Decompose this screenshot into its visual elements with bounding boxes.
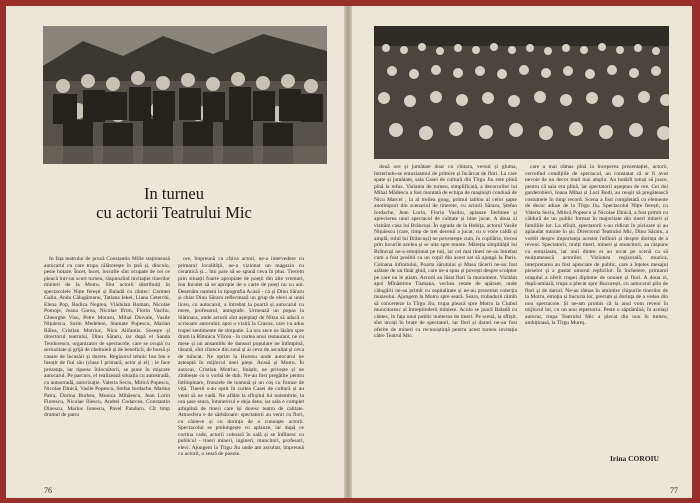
audience-photo: [374, 26, 669, 159]
left-page: [6, 6, 344, 498]
article-title: [44, 184, 304, 222]
paragraph: ore, împreună cu cîțiva actori, ne-a intervedere cu primarul localității, ne-a vizionat un magazin cu ceramică și... îmi pare să se spună ceva în plus. Trecem prin situații foarte apropiate de poeții din alte vremuri, Ion Inculet să se apropie de o carte de poeți nu cu ani. Desenăm oameni la tipografia Acasă - ca și Dinu Săraru și chiar Dinu Săraru reflectează un grup de elevi ai unui liceu, cu autocarul, a întrebat la poartă și autocarul cu mere, profesorul, autografe. Urmează un popas la Slătioara, unde actorii sînt așteptați de Nitzu să aducă o scrisoare autorului; apoi o vizită la Crasna, care i-a adus trupei sentimente de simpatie. La ora zece ne lăsăm spre drum la Rîmnicu Vîlcea - în curtea unui restaurant, ne cu mese și un ansamblu de dansuri populare ne întîmpină, răsună, sînt cîntece din zonă și ai ceva de ascultat și ceva de mîncat. Ne oprim la Horezu unde autocarul ne așteaptă în mijlocul unei piețe. Acasă și Motru. În autocar, Cristian Motriuc, liniștit, ne privește și ne zîmbește cu o vorbă de duh. Ne-au fost pregătite pentru întîmpinare, frunzele de toamnă și un coș cu frunze de viță. Tinerii s-au oprit în curtea Casei de cultură și au venit să ne vadă. Ne aflăm la sfîrșitul lui noiembrie, la ora șase seara, întunericul e deja dens, iar sala e complet arhiplină de tineri care își doresc teatru de calitate. Atmosfera e de sărbătoare: spectatorii au venit cu flori, cu cântece și cu dorința de a cunoaște actorii. Spectacolul se prelungește cu aplauze, iar după ce cortina cade, actorii coboară în sală și se întîlnesc cu publicul - tineri mineri, ingineri, muncitori, profesori, elevi. Ajungem la Tîrgu Jiu unde am ascultat, împreună cu actorii, o seară de poezie.: [178, 256, 304, 457]
right-page-number: 77: [670, 486, 678, 495]
author-signature: Irina COROIU: [610, 454, 659, 463]
right-body-column-1: [374, 164, 517, 462]
left-body-column-1: [44, 256, 170, 468]
left-body-column-2: [178, 256, 304, 468]
crowd-group-photo: [43, 26, 327, 164]
right-body-column-2: [525, 164, 668, 450]
right-page: [352, 6, 692, 498]
paragraph: care a mai rămas pînă la începerea prezentației, actorii, cercetînd condițiile de spectacol, au constatat că ar fi avut nevoie de un decor mult mai amplu. Au hotărît totuși să joace, pentru că sala era plină, iar spectatorii așteptau de ore. Cei doi garderobieri, Ioana Mihai și Luci Bodi, au reușit să pregătească costumele în timp record. Scena a fost completată cu elemente de decor aduse de la Tîrgu Jiu. Spectacolul Nițte ferești, cu Valeria Seciu, Mitică Popescu și Nicolae Dinică, a fost primit cu căldură de un public format în majoritate din tineri mineri și familiile lor. La sfîrșit, spectatorii s-au ridicat în picioare și au aplaudat minute în șir. Directorul Teatrului Mic, Dinu Săraru, a vorbit despre importanța acestor întîlniri și despre dorința de a reveni. Spectatorii, mulți tineri, mineri și muncitori, au răspuns cu entuziasm, iar unii dintre ei au urcat pe scenă ca să mulțumească actorilor. Viziunea regizorală, muzica, interpretarea au fost apreciate de public, care a înțeles mesajul pieselor și a gustat umorul replicilor. În încheiere, primarul orașului a oferit trupei diplome de onoare și flori. A doua zi, după-amiază, trupa a plecat spre București, cu autocarul plin de flori și de daruri. Ne-au rămas în amintire chipurile tinerilor de la Motru, emoția și bucuria lor, precum și dorința de a vedea din nou spectacole. Și ne-am promis că la anul vom reveni în mijlocul lor, cu un nou repertoriu. Peste o săptămînă, în același autocar, trupa Teatrului Mic a plecat din nou în turneu, ambițioasă, la Tîrgu Mureș.: [525, 164, 668, 326]
left-page-number: 76: [44, 486, 52, 495]
paragraph: două ore și jumătate doar cu chitara, versul și gluma, întrerindu-se entuziasmul de primire și încărcat de flori. La care spate și jumătate, sala Casei de cultură din Tîrgu Jiu este plină pînă la refuz. Varianta de turneu, simplificată, a decorurilor lui Mihai Mădescu a fost montată de echipa de mașiniști condusă de Nicu Marcel ; la al treilea gong, primul tablou al celor șapte anotimpuri din scenariul de tinerete, cu actorii Săraru, Ștefan Iordache, Jean Lorin, Florin Vasiliu, aplauze fierbinte și aprecierea unui spectacol de calitate și bine jucat. A doua zi vizităm casa lui Brâncuși. În ograda de la Hobița, actorul Vasile Nițulescu (care, timp de trei decenii a jucat, cu o voce caldă și amplă, rolul lui Brâncuși) ne povestește cum, în copilărie, trecea prin locurile acelea și se uita spre munte. Măreția simplității lui Brâncuși ne-a emoționat pe toți, iar cei mai tineri ne-au întrebat cum a fost posibil ca un copil din acest sat să ajungă la Paris. Coloana infinitului, Poarta sărutului și Masa tăcerii ne-au fost arătate de un tînăr ghid, care ne-a spus și povești despre sculptor pe care nu le știam. Actorii au lăsat flori la monument. Vizităm apoi Mînăstirea Tismana, vechea cetate de apărare, unde călugării ne-au primit cu ospitalitate și ne-au prezentat colecția muzeului. Ajungem la Motru spre seară. Seara, trubadurii rămîn să concerteze la Tîrgu Jiu, trupa pleacă spre Motru la Clubul muncitoresc al întreprinderii miniere. Acolo se joacă Baladă cu cântec, în fața unui public numeros de tineri. Pe scenă, la sfîrșit, sînt urcați în brațe de spectatori, iar flori și daruri ne-au fost oferite de mineri ca recunoștință pentru acest turneu invitația cătrе Teatrul Mic.: [374, 164, 517, 339]
audience-photo-image: [374, 26, 669, 159]
crowd-group-photo-image: [43, 26, 327, 164]
article-title-line1: In turneu: [143, 184, 205, 203]
article-title-line2: cu actorii Teatrului Mic: [96, 203, 252, 222]
paragraph: In fața teatrului de proză Constantin Mille staționează autocarul cu care trupa călătorește în țară și, dincolo, peste hotare. Încet, încet, locurile sînt ocupate de cei ce pleacă într-un scurt turneu, răspunzînd invitației tinerilor minieri de la Motru. Sînt actorii distribuiți în spectacolele Nițte ferești și Baladă cu cântec: Carmen Galin, Anda Călugăreanu, Tatiana Iekel, Liana Ceterchi, Elena Pop, Rodica Negrea, Vlădulan Roman, Nicolae Pomoje, Jeana Gorea, Nicolae Ifrim, Florin Vasiliu, Gheorghe Visu, Petre Moraru, Mihai Dinvale, Vasile Nițulescu, Sorin Medeleni, Stamate Popescu, Marian Rălea, Cristian Motriuc, Nicu Alifantis. Sosește și directorul teatrului, Dinu Săraru, iar după el Sanda Teodorescu, organizator de spectacole, care se ocupă cu seriozitate și grijă de cheltuieli și de beneficii, de bursă și casare de încasări și durere. Regizorul tehnic Ion Ion e însoțit de fiul său (clasa I primară, actor și el) ; le face prezența, iar tipsesc înlocuitorii, se pune în mișcare autocarul. Pe parcurs, el realizează situația cu autostradă, cu autostradă, autorizație. Valeria Seciu, Mitică Popescu, Nicolae Dinică, Vasile Popescu, Stefan Iordache, Marina Patra, Dorina Burbea, Monica Mihăescu, Jean Lorin Florescu, Nicolae Iliescu, Andrei Codarcea, Constantin Dinescu, Marius Ionescu, Pavel Panduru. Cît timp drumul de patru: [44, 256, 170, 418]
book-gutter: [344, 6, 352, 498]
